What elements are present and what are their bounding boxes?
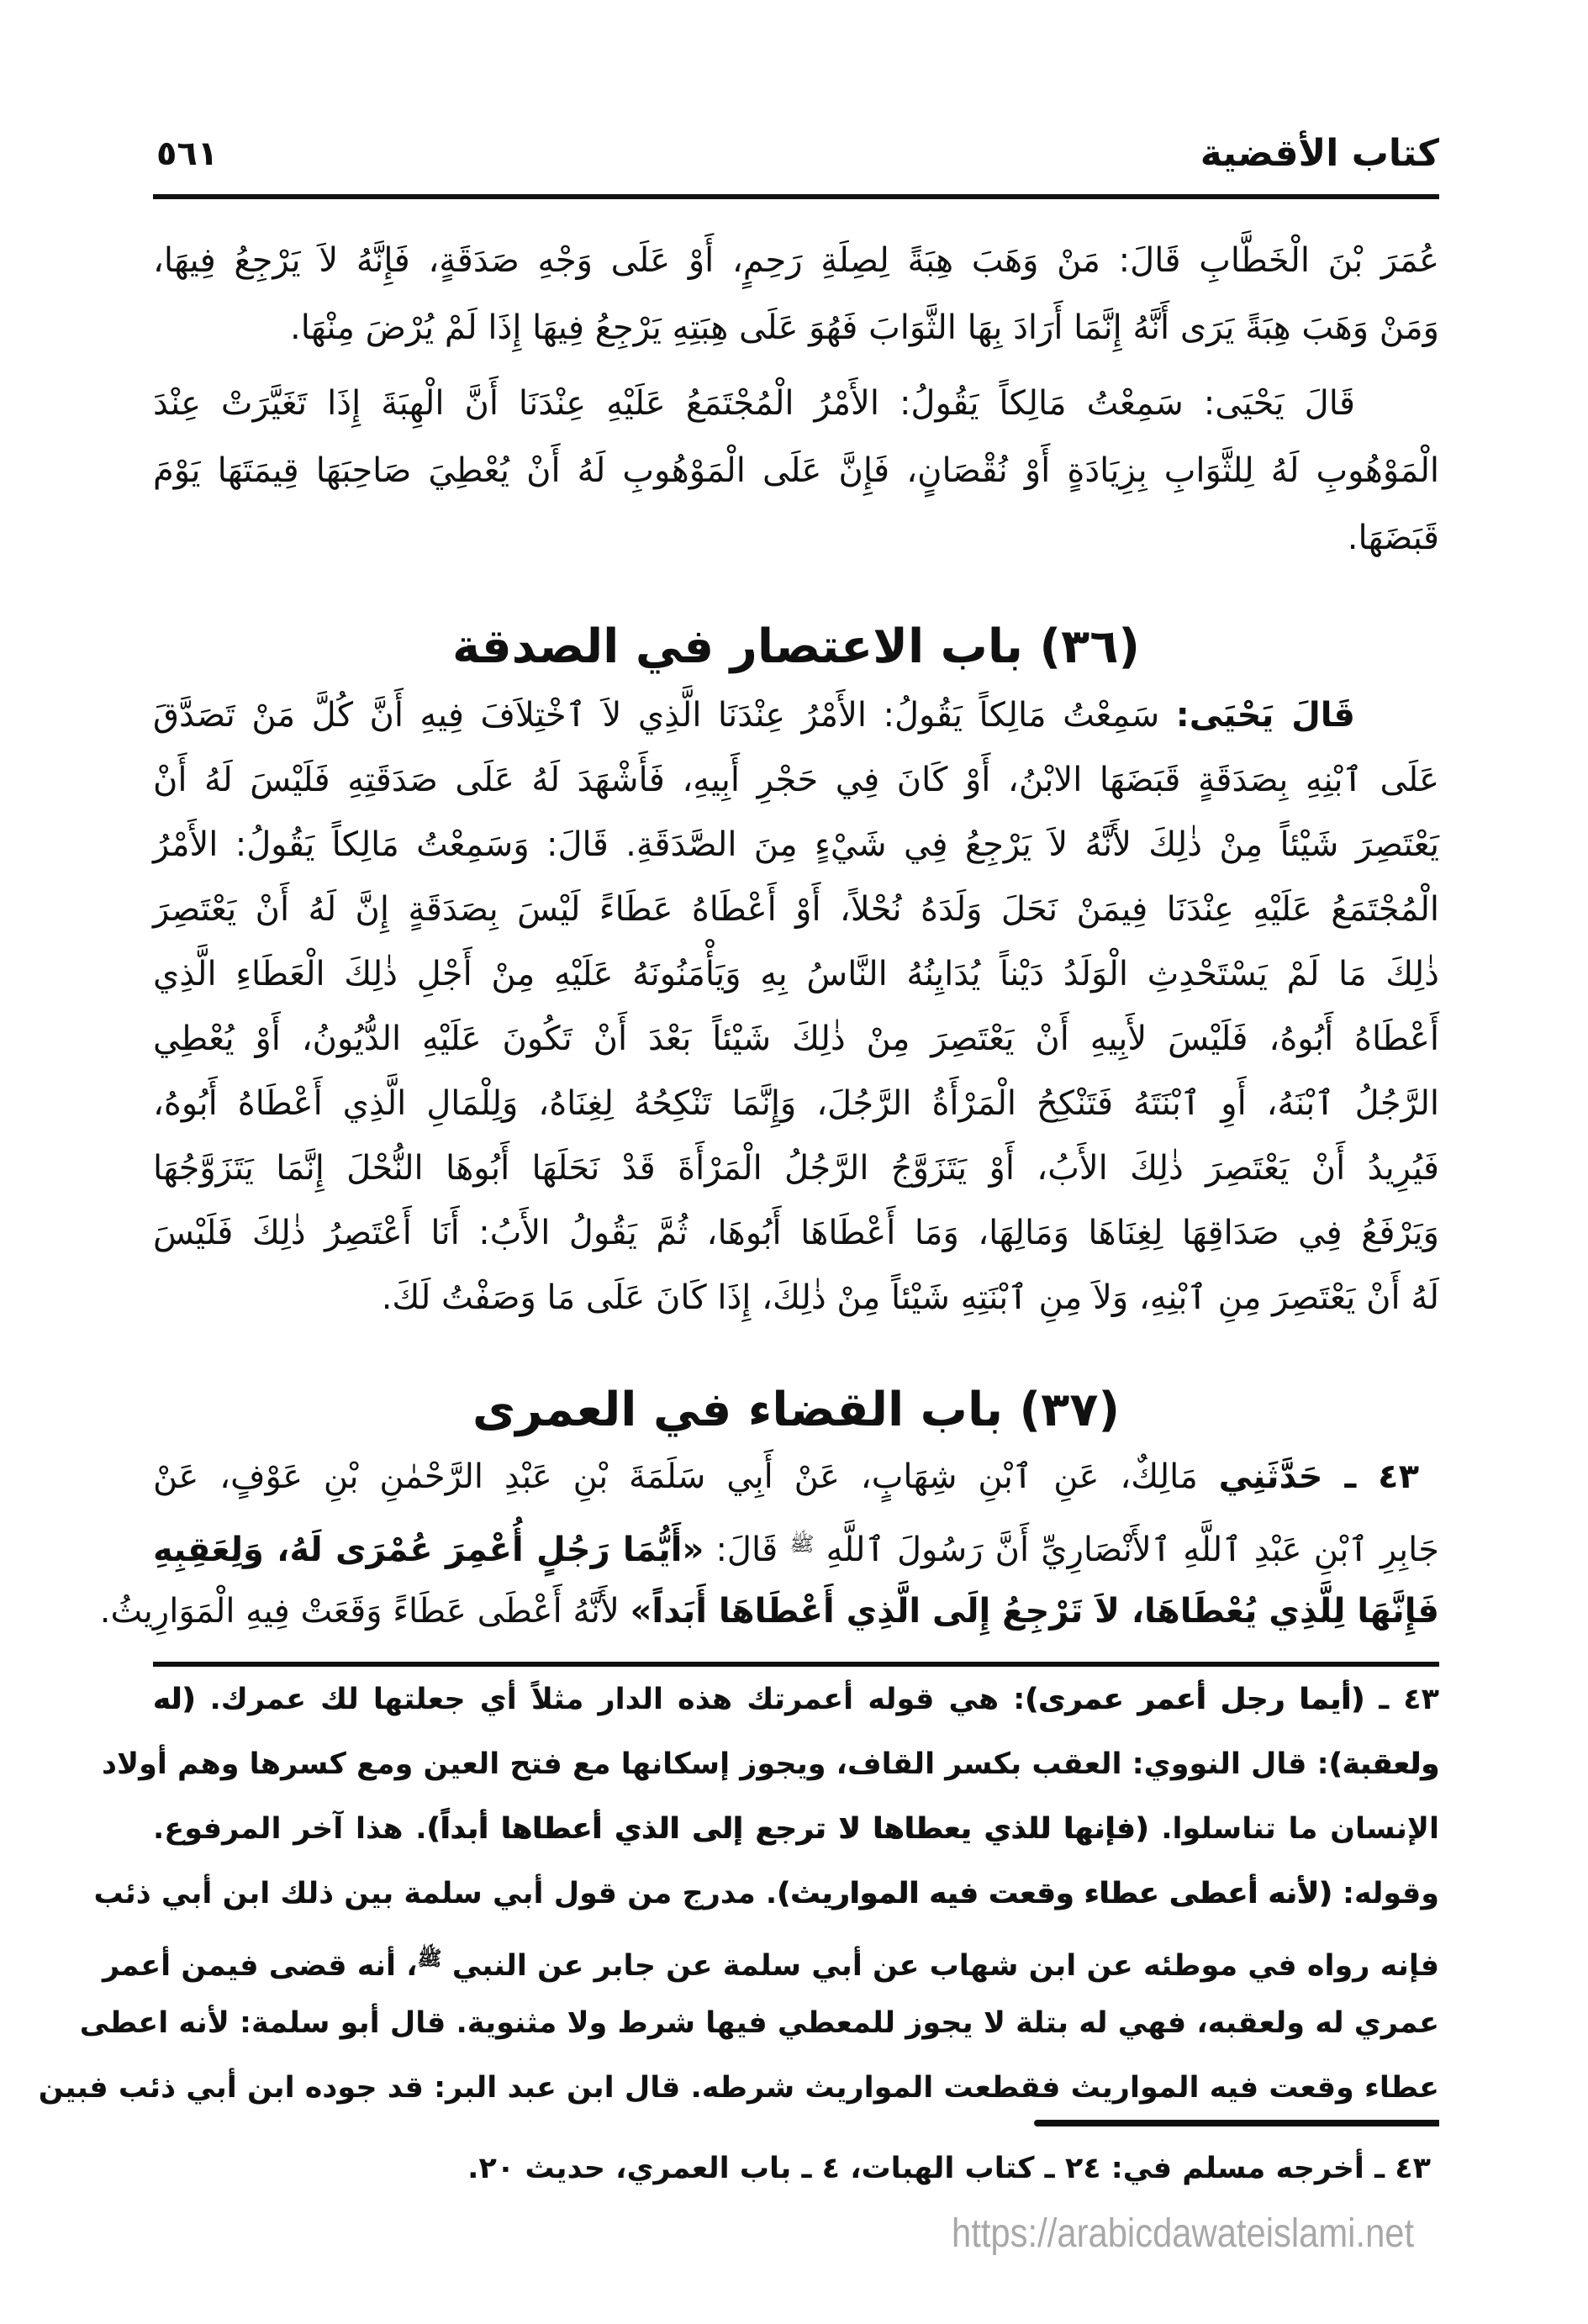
text-line: ذٰلِكَ مَا لَمْ يَسْتَحْدِثِ الْوَلَدُ دَيْناً يُدَايِنُهُ النَّاسُ بِهِ وَيَأْمَنُونَهُ عَلَيْهِ مِنْ أَجْلِ ذٰلِكَ الْعَطَاءِ الَّذِي	[153, 955, 1439, 993]
text-run: : قال النووي: العقب بكسر القاف، ويجوز إسكانها مع فتح العين ومع كسرها وهم أولاد	[102, 1747, 1329, 1781]
text-line: فَيُرِيدُ أَنْ يَعْتَصِرَ ذٰلِكَ الأَبُ، أَوْ يَتَزَوَّجُ الرَّجُلُ الْمَرْأَةَ قَدْ نَحَلَهَا أَبُوهَا النُّحْلَ إِنَّمَا يَتَزَوَّجُهَا	[153, 1149, 1439, 1188]
chapter-heading: (٣٦) باب الاعتصار في الصدقة	[451, 619, 1140, 674]
page-number: ٥٦١	[156, 134, 219, 173]
footnote-line	[103, 1929, 1439, 1988]
text-run: وقوله:	[1343, 1877, 1439, 1910]
quoted-phrase: (أيما رجل أعمر عمرى)	[1025, 1683, 1365, 1716]
footnote-separator-rule	[153, 1662, 1439, 1667]
running-header	[153, 126, 1439, 182]
text-line: وَيَرْفَعُ فِي صَدَاقِهَا لِغِنَاهَا وَمَالِهَا، وَمَا أَعْطَاهَا أَبُوهَا، ثُمَّ يَقُولُ الأَبُ: أَنَا أَعْتَصِرُ ذٰلِكَ فَلَيْسَ	[153, 1214, 1439, 1252]
text-run: . مدرج من قول أبي سلمة بين ذلك ابن أبي ذئب	[93, 1877, 778, 1910]
text-line: لَهُ أَنْ يَعْتَصِرَ مِنِ ٱبْنِهِ، وَلاَ مِنِ ٱبْنَتِهِ شَيْئاً مِنْ ذٰلِكَ، إِذَا كَانَ عَلَى مَا وَصَفْتُ لَكَ.	[381, 1278, 1439, 1317]
text-line	[153, 683, 1439, 748]
quoted-phrase: ولعقبة)	[1328, 1747, 1439, 1781]
footnote-line: عطاء وقعت فيه المواريث فقطعت المواريث شرطه. قال ابن عبد البر: قد جوده ابن أبي ذئب فبين	[38, 2071, 1439, 2105]
watermark-url: https://arabicdawateislami.net	[952, 2211, 1415, 2256]
text-run: جَابِرِ ٱبْنِ عَبْدِ ٱللَّهِ ٱلأَنْصَارِيِّ أَنَّ رَسُولَ ٱللَّهِ	[826, 1531, 1439, 1569]
chapter-heading: (٣٧) باب القضاء في العمرى	[472, 1383, 1121, 1437]
text-line: الرَّجُلُ ٱبْنَهُ، أَوِ ٱبْنَتَهُ فَتَنْكِحُ الْمَرْأَةُ الرَّجُلَ، وَإِنَّمَا تَنْكِحُهُ لِغِنَاهُ، وَلِلْمَالِ الَّذِي أَعْطَاهُ أَبُوهُ،	[153, 1084, 1439, 1123]
text-line	[153, 1512, 1439, 1577]
text-line: الْمُجْتَمَعُ عَلَيْهِ عِنْدَنَا فِيمَنْ نَحَلَ وَلَدَهُ نُحْلاً، أَوْ أَعْطَاهُ عَطَاءً لَيْسَ بِصَدَقَةٍ إِنَّ لَهُ أَنْ يَعْتَصِرَ	[153, 890, 1439, 929]
text-line	[99, 1579, 1439, 1644]
text-line: أَعْطَاهُ أَبُوهُ، فَلَيْسَ لأَبِيهِ أَنْ يَعْتَصِرَ مِنْ ذٰلِكَ شَيْئاً بَعْدَ أَنْ تَكُونَ عَلَيْهِ الدُّيُونُ، أَوْ يُعْطِي	[153, 1020, 1439, 1058]
header-rule	[153, 194, 1439, 199]
text-run: مَالِكٌ، عَنِ ٱبْنِ شِهَابٍ، عَنْ أَبِي سَلَمَةَ بْنِ عَبْدِ الرَّحْمٰنِ بْنِ عَوْفٍ، عَنْ	[153, 1457, 1198, 1496]
footnote-line	[153, 1670, 1439, 1729]
source-footnote: ٤٣ ـ أخرجه مسلم في: ٢٤ ـ كتاب الهبات، ٤ ـ باب العمري، حديث ٢٠.	[467, 2152, 1431, 2185]
hadith-number-label: ٤٣ ـ حَدَّثَنِي	[1218, 1457, 1419, 1496]
text-line	[153, 1445, 1439, 1510]
text-run: قَالَ:	[715, 1531, 778, 1569]
footnote-line	[102, 1735, 1439, 1794]
text-line: الْمَوْهُوبِ لَهُ لِلثَّوَابِ بِزِيَادَةٍ أَوْ نُقْصَانٍ، فَإِنَّ عَلَى الْمَوْهُوبِ لَهُ أَنْ يُعْطِيَ صَاحِبَهَا قِيمَتَهَا يَوْمَ	[153, 451, 1439, 490]
quoted-phrase: (لأنه أعطى عطاء وقعت فيه المواريث)	[777, 1877, 1332, 1910]
text-line: قَالَ يَحْيَى: سَمِعْتُ مَالِكاً يَقُولُ: الأَمْرُ الْمُجْتَمَعُ عَلَيْهِ عِنْدَنَا أَنَّ الْهِبَةَ إِذَا تَغَيَّرَتْ عِنْدَ	[153, 384, 1355, 423]
text-line: يَعْتَصِرَ شَيْئاً مِنْ ذٰلِكَ لأَنَّهُ لاَ يَرْجِعُ فِي شَيْءٍ مِنَ الصَّدَقَةِ. قَالَ: وَسَمِعْتُ مَالِكاً يَقُولُ: الأَمْرُ	[153, 825, 1439, 864]
text-run: . هذا آخر المرفوع.	[153, 1812, 427, 1846]
text-line: عُمَرَ بْنَ الْخَطَّابِ قَالَ: مَنْ وَهَبَ هِبَةً لِصِلَةِ رَحِمٍ، أَوْ عَلَى وَجْهِ صَدَقَةٍ، فَإِنَّهُ لاَ يَرْجِعُ فِيهَا،	[153, 241, 1439, 280]
quoted-phrase: (له	[153, 1683, 196, 1716]
honorific-icon: ﷺ	[417, 1947, 442, 1970]
footnote-line	[153, 1800, 1439, 1858]
text-run: : هي قوله أعمرتك هذه الدار مثلاً أي جعلتها لك عمرك.	[209, 1683, 1026, 1716]
source-footnote-rule	[1034, 2120, 1439, 2126]
speaker-label: قَالَ يَحْيَى:	[1175, 696, 1355, 735]
text-line: وَمَنْ وَهَبَ هِبَةً يَرَى أَنَّهُ إِنَّمَا أَرَادَ بِهَا الثَّوَابَ فَهُوَ عَلَى هِبَتِهِ يَرْجِعُ فِيهَا إِذَا لَمْ يُرْضَ مِنْهَا.	[290, 308, 1439, 347]
footnote-line	[93, 1864, 1439, 1923]
hadith-quote: فَإِنَّهَا لِلَّذِي يُعْطَاهَا، لاَ تَرْجِعُ إِلَى الَّذِي أَعْطَاهَا أَبَداً»	[630, 1592, 1439, 1631]
quoted-phrase: (فإنها للذي يعطاها لا ترجع إلى الذي أعطاها أبداً)	[426, 1812, 1149, 1846]
text-run: ، أنه قضى فيمن أعمر	[103, 1949, 418, 1983]
text-run: الإنسان ما تناسلوا.	[1161, 1812, 1439, 1846]
text-run: فإنه رواه في موطئه عن ابن شهاب عن أبي سلمة عن جابر عن النبي	[451, 1949, 1439, 1983]
text-run: سَمِعْتُ مَالِكاً يَقُولُ: الأَمْرُ عِنْدَنَا الَّذِي لاَ ٱخْتِلاَفَ فِيهِ أَنَّ كُلَّ مَنْ تَصَدَّقَ	[153, 696, 1160, 735]
footnote-line: عمري له ولعقبه، فهي له بتلة لا يجوز للمعطي فيها شرط ولا مثنوية. قال أبو سلمة: لأنه اعطى	[79, 2006, 1439, 2040]
book-title: كتاب الأقضية	[1200, 132, 1439, 175]
text-line: عَلَى ٱبْنِهِ بِصَدَقَةٍ قَبَضَهَا الابْنُ، أَوْ كَانَ فِي حَجْرِ أَبِيهِ، فَأَشْهَدَ لَهُ عَلَى صَدَقَتِهِ فَلَيْسَ لَهُ أَنْ	[153, 761, 1439, 799]
honorific-icon: ﷺ	[789, 1532, 815, 1556]
text-line: قَبَضَهَا.	[1347, 519, 1439, 557]
footnote-number: ٤٣ ـ	[1379, 1683, 1440, 1716]
text-run: لأَنَّهُ أَعْطَى عَطَاءً وَقَعَتْ فِيهِ الْمَوَارِيثُ.	[99, 1592, 620, 1631]
hadith-quote: «أَيُّمَا رَجُلٍ أُعْمِرَ عُمْرَى لَهُ، وَلِعَقِبِهِ	[153, 1531, 704, 1569]
